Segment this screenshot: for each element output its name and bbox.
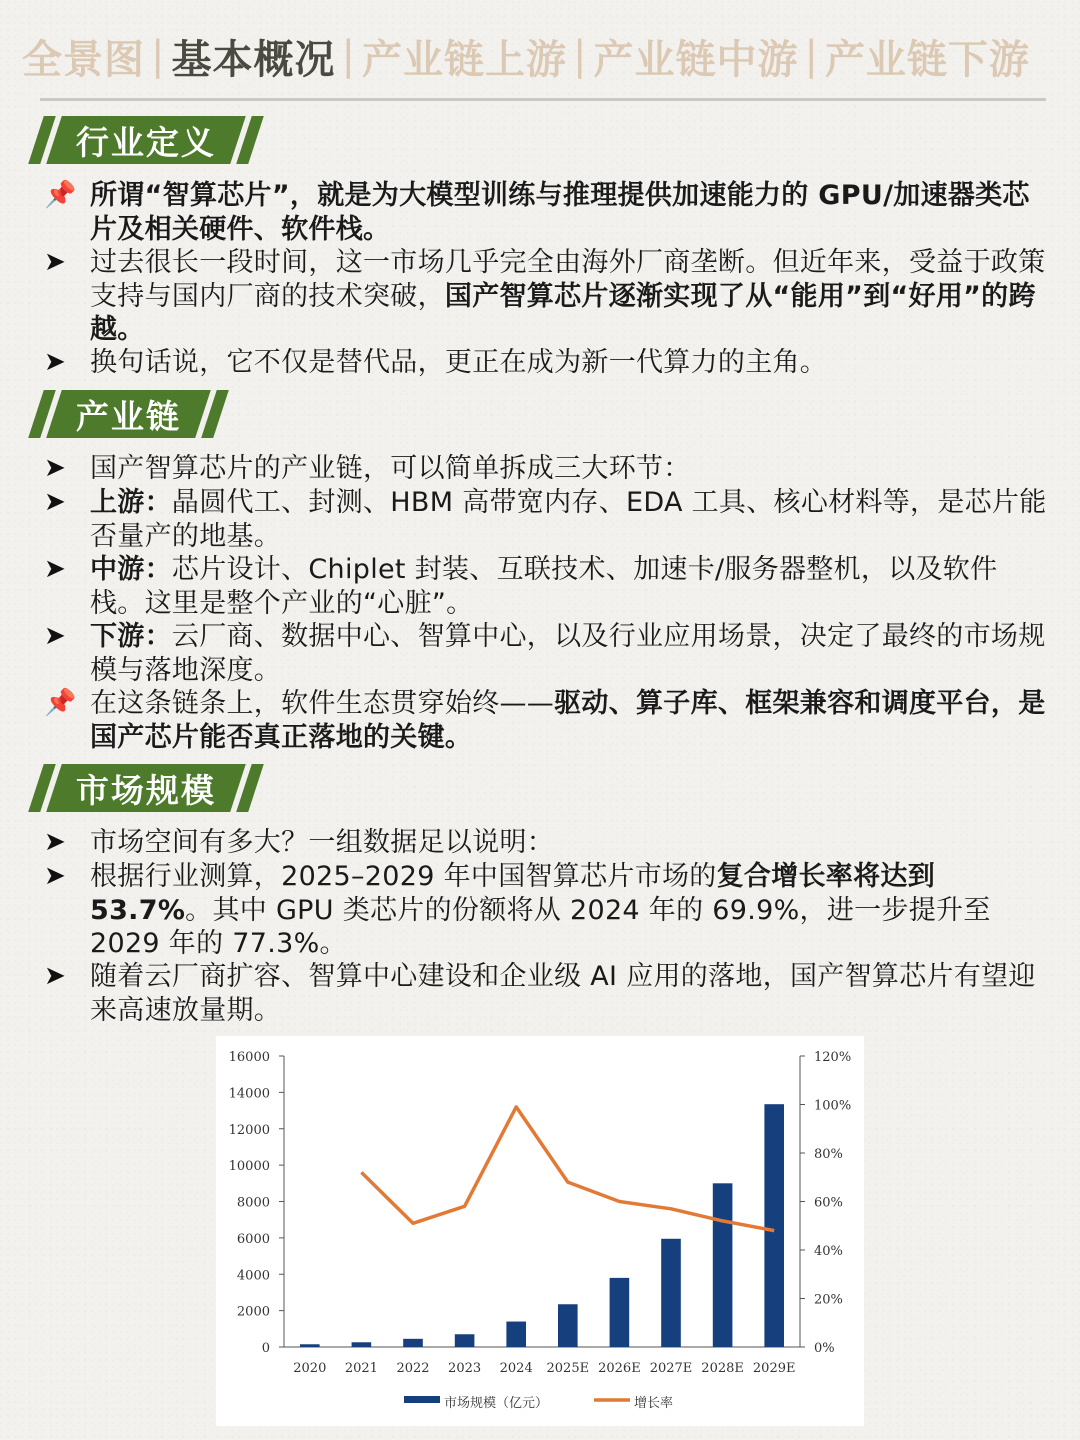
nav-separator: | — [151, 33, 166, 79]
x-tick-label: 2020 — [293, 1361, 327, 1376]
x-tick-label: 2025E — [546, 1361, 590, 1376]
paragraph-span: 过去很长一段时间，这一市场几乎完全由海外厂商垄断。但近年来，受益于政策支持与国内厂商的技术突破， — [90, 247, 1046, 312]
x-tick-label: 2021 — [344, 1361, 378, 1376]
chart-bar — [661, 1239, 681, 1347]
paragraph-text: 换句话说，它不仅是替代品，更正在成为新一代算力的主角。 — [90, 347, 828, 378]
paragraph-emphasis: 国产智算芯片逐渐实现了从“能用”到“好用”的跨越。 — [90, 280, 1036, 345]
y-right-tick-label: 40% — [814, 1244, 843, 1259]
paragraph-text — [90, 860, 1050, 961]
chart-bar — [352, 1342, 372, 1347]
y-right-tick-label: 60% — [814, 1195, 843, 1211]
upstream-label: 上游： — [90, 487, 172, 518]
list-item — [44, 486, 1050, 553]
paragraph-text — [90, 246, 1050, 347]
paragraph-text: 随着云厂商扩容、智算中心建设和企业级 AI 应用的落地，国产智算芯片有望迎来高速放量期。 — [90, 961, 1036, 1026]
top-nav — [22, 28, 1062, 84]
nav-separator: | — [341, 33, 356, 79]
y-left-tick-label: 16000 — [228, 1050, 270, 1065]
section-title-label — [46, 390, 211, 438]
paragraph-span: 根据行业测算，2025–2029 年中国智算芯片市场的 — [90, 861, 717, 892]
growth-rate-line — [361, 1107, 774, 1231]
nav-separator: | — [804, 33, 819, 79]
tab-overview[interactable]: 全景图 — [22, 36, 145, 83]
legend-line-label: 增长率 — [634, 1396, 674, 1411]
paragraph-text — [90, 687, 1050, 754]
tab-midstream[interactable]: 产业链中游 — [593, 36, 799, 83]
y-left-tick-label: 6000 — [236, 1231, 270, 1247]
chart-bar — [713, 1183, 733, 1347]
y-right-tick-label: 80% — [814, 1147, 843, 1162]
tab-basics[interactable]: 基本概况 — [171, 36, 336, 83]
arrow-bullet-icon: ➤ — [44, 247, 66, 277]
tab-downstream[interactable]: 产业链下游 — [824, 36, 1030, 83]
list-item — [44, 960, 1050, 1027]
arrow-bullet-icon: ➤ — [44, 621, 66, 651]
paragraph-text: 国产智算芯片的产业链，可以简单拆成三大环节： — [90, 453, 691, 484]
tab-upstream[interactable]: 产业链上游 — [361, 36, 567, 83]
list-item — [44, 553, 1050, 620]
paragraph-span: 在这条链条上，软件生态贯穿始终—— — [90, 688, 555, 719]
downstream-text: 云厂商、数据中心、智算中心，以及行业应用场景，决定了最终的市场规模与落地深度。 — [90, 621, 1046, 686]
x-tick-label: 2024 — [499, 1361, 533, 1376]
section-title: 行业定义 — [76, 122, 216, 162]
y-right-tick-label: 100% — [814, 1098, 852, 1114]
paragraph-text: 市场空间有多大？一组数据足以说明： — [90, 827, 555, 858]
arrow-bullet-icon: ➤ — [44, 453, 66, 483]
y-right-tick-label: 20% — [814, 1292, 843, 1308]
pin-icon: 📌 — [44, 180, 77, 210]
y-right-tick-label: 0% — [814, 1341, 835, 1356]
section-header-chain — [36, 388, 221, 440]
pin-icon: 📌 — [44, 688, 77, 718]
section-title-label — [46, 116, 246, 164]
x-tick-label: 2029E — [752, 1361, 796, 1376]
downstream-label: 下游： — [90, 621, 172, 652]
paragraph-text: 所谓“智算芯片”，就是为大模型训练与推理提供加速能力的 GPU/加速器类芯片及相关硬件、软件栈。 — [90, 180, 1030, 245]
y-left-tick-label: 14000 — [228, 1086, 270, 1102]
arrow-bullet-icon: ➤ — [44, 961, 66, 991]
chart-bar — [300, 1344, 320, 1347]
section-header-definition — [36, 114, 256, 166]
paragraph-text — [90, 553, 1050, 620]
arrow-bullet-icon: ➤ — [44, 827, 66, 857]
list-item — [44, 826, 1050, 860]
midstream-label: 中游： — [90, 554, 172, 585]
x-tick-label: 2028E — [701, 1361, 744, 1376]
list-item — [44, 620, 1050, 687]
chart-bar — [403, 1339, 423, 1347]
y-left-tick-label: 4000 — [236, 1268, 270, 1284]
paragraph-emphasis: 复合增长率将达到 53.7% — [90, 861, 936, 926]
chart-bar — [455, 1334, 475, 1347]
chart-canvas — [216, 1036, 864, 1426]
market-size-chart — [216, 1036, 864, 1426]
upstream-text: 晶圆代工、封测、HBM 高带宽内存、EDA 工具、核心材料等，是芯片能否量产的地基。 — [90, 487, 1047, 552]
paragraph-span: 。其中 GPU 类芯片的份额将从 2024 年的 69.9%，进一步提升至 2029 年的 77.3%。 — [90, 894, 991, 959]
section-title-label — [46, 764, 246, 812]
arrow-bullet-icon: ➤ — [44, 861, 66, 891]
x-tick-label: 2027E — [649, 1361, 693, 1376]
y-right-tick-label: 120% — [814, 1050, 852, 1065]
arrow-bullet-icon: ➤ — [44, 487, 66, 517]
section-title: 市场规模 — [76, 770, 216, 810]
section-header-market — [36, 762, 256, 814]
legend-bar-swatch — [404, 1396, 440, 1403]
x-tick-label: 2022 — [396, 1361, 430, 1376]
paragraph-text — [90, 486, 1050, 553]
y-left-tick-label: 8000 — [236, 1195, 270, 1211]
legend-bar-label: 市场规模（亿元） — [444, 1396, 549, 1411]
list-item — [44, 687, 1050, 754]
list-item — [44, 860, 1050, 961]
paragraph-text — [90, 620, 1050, 687]
y-left-tick-label: 2000 — [236, 1304, 270, 1320]
arrow-bullet-icon: ➤ — [44, 347, 66, 377]
nav-separator: | — [572, 33, 588, 79]
y-left-tick-label: 10000 — [228, 1159, 270, 1175]
x-tick-label: 2023 — [448, 1361, 482, 1376]
chart-bar — [764, 1104, 784, 1347]
arrow-bullet-icon: ➤ — [44, 554, 66, 584]
y-left-tick-label: 0 — [261, 1341, 270, 1356]
paragraph-emphasis: 驱动、算子库、框架兼容和调度平台，是国产芯片能否真正落地的关键。 — [90, 688, 1046, 753]
list-item — [44, 179, 1050, 246]
section-title: 产业链 — [76, 396, 181, 436]
nav-divider — [40, 98, 1046, 101]
midstream-text: 芯片设计、Chiplet 封装、互联技术、加速卡/服务器整机，以及软件栈。这里是整个产业的“心脏”。 — [90, 554, 998, 619]
list-item — [44, 246, 1050, 347]
chart-bar — [558, 1304, 578, 1347]
list-item — [44, 452, 1050, 486]
y-left-tick-label: 12000 — [228, 1122, 270, 1138]
chart-bar — [610, 1278, 630, 1347]
list-item — [44, 346, 1050, 380]
x-tick-label: 2026E — [598, 1361, 641, 1376]
chart-bar — [506, 1322, 526, 1347]
